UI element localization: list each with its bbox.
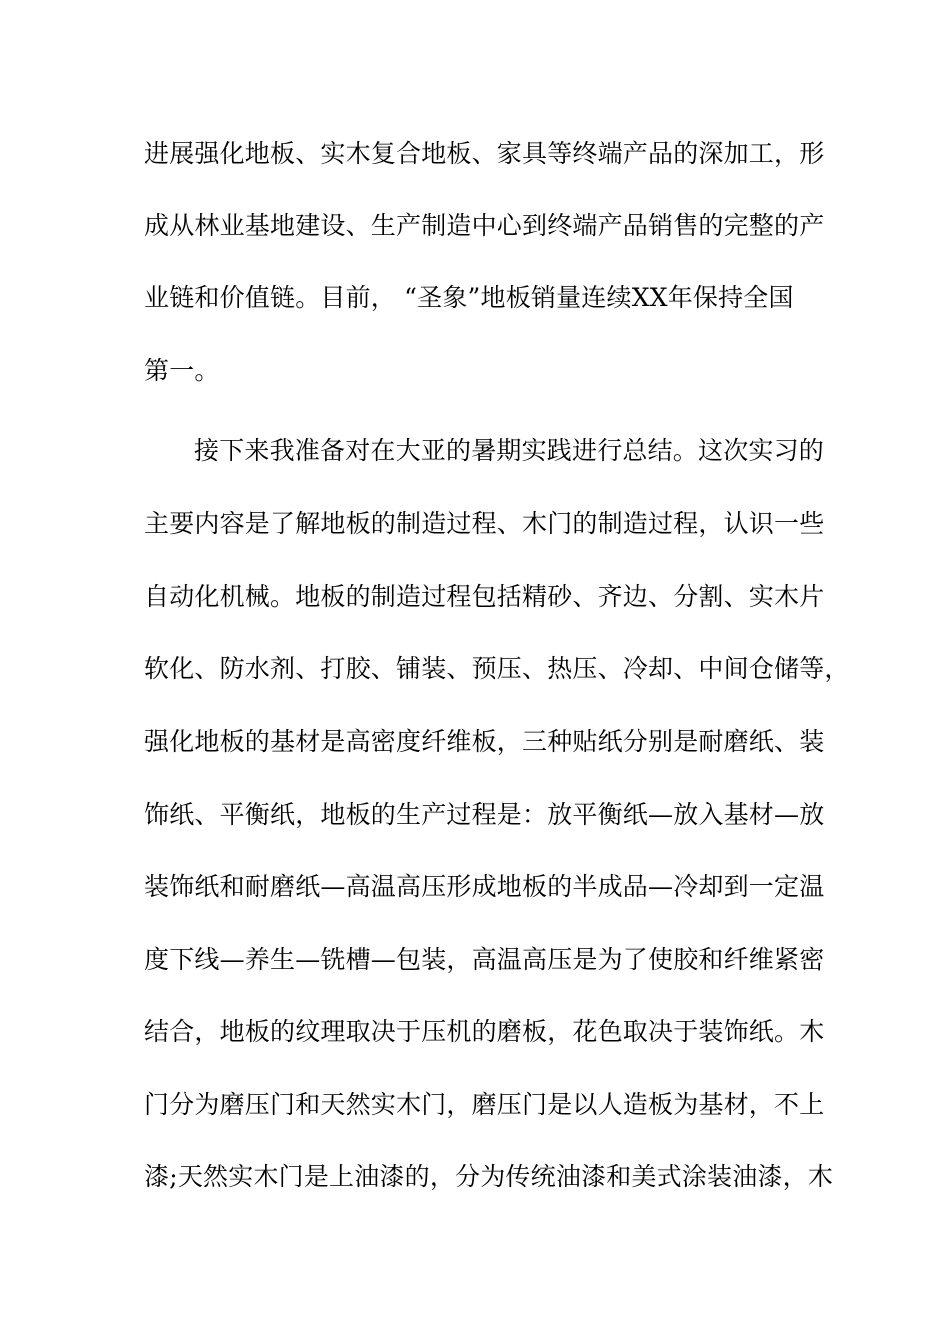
text-line-10: 饰纸、平衡纸，地板的生产过程是：放平衡纸—放入基材—放 (144, 800, 825, 829)
text-line-14: 门分为磨压门和天然实木门，磨压门是以人造板为基材，不上 (144, 1090, 825, 1119)
text-line-4: 第一。 (144, 356, 220, 385)
text-line-7: 自动化机械。地板的制造过程包括精砂、齐边、分割、实木片 (144, 582, 825, 611)
text-line-12: 度下线—养生—铣槽—包装，高温高压是为了使胶和纤维紧密 (144, 945, 825, 974)
text-line-2: 成从林业基地建设、生产制造中心到终端产品销售的完整的产 (144, 211, 825, 240)
text-line-15: 漆;天然实木门是上油漆的，分为传统油漆和美式涂装油漆，木 (144, 1162, 834, 1191)
text-line-11: 装饰纸和耐磨纸—高温高压形成地板的半成品—冷却到一定温 (144, 872, 825, 901)
text-line-8: 软化、防水剂、打胶、铺装、预压、热压、冷却、中间仓储等， (144, 654, 850, 683)
paragraph-start-line: 接下来我准备对在大亚的暑期实践进行总结。这次实习的 (194, 436, 825, 465)
text-line-3: 业链和价值链。目前， “圣象”地板销量连续XX年保持全国 (144, 283, 794, 312)
text-line-6: 主要内容是了解地板的制造过程、木门的制造过程，认识一些 (144, 509, 825, 538)
text-line-13: 结合，地板的纹理取决于压机的磨板，花色取决于装饰纸。木 (144, 1017, 825, 1046)
text-line-1: 进展强化地板、实木复合地板、家具等终端产品的深加工，形 (144, 139, 825, 168)
text-line-9: 强化地板的基材是高密度纤维板，三种贴纸分别是耐磨纸、装 (144, 727, 825, 756)
